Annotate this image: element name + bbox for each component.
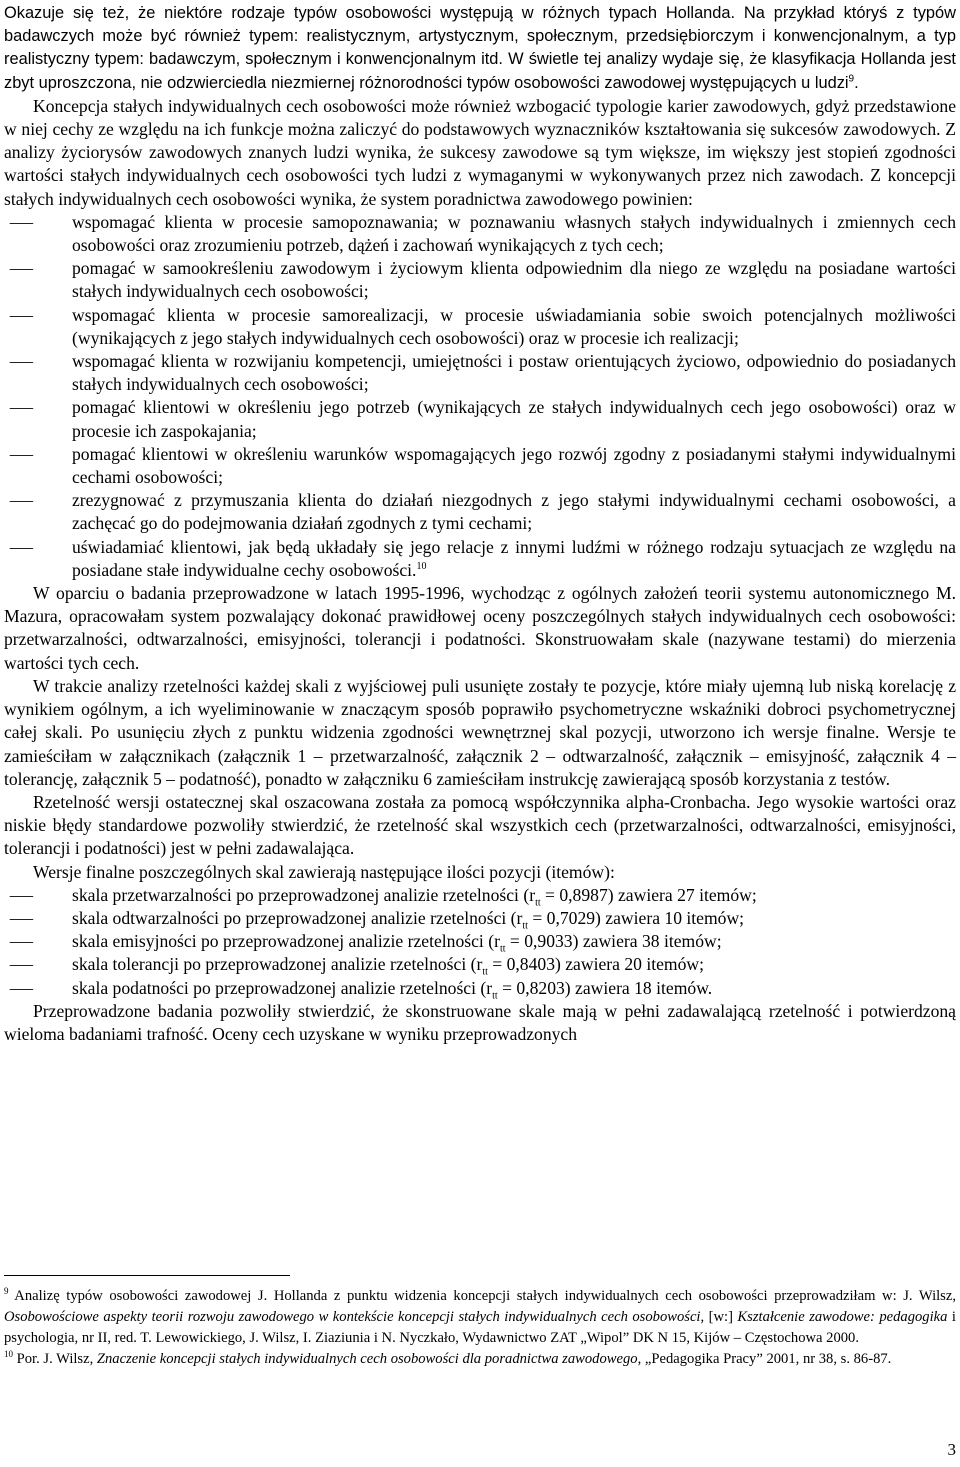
footnote-ref-10[interactable]: 10 bbox=[416, 561, 427, 573]
paragraph-koncepcja: Koncepcja stałych indywidualnych cech osobowości może również wzbogacić typologie karier zawodowych, gdyż przedstawione w niej cechy ze względu na ich funkcje można zaliczyć do podstawowych wyznaczników kształtowania się sukcesów zawodowych. Z analizy życiorysów zawodowych znanych ludzi wynika, że sukcesy zawodowe są tym większe, im większy jest stopień zgodności wartości stałych indywidualnych cech osobowości tych ludzi z wymaganymi w wykonywanych przez nich zawodach. Z koncepcji stałych indywidualnych cech osobowości wynika, że system poradnictwa zawodowego powinien: bbox=[4, 95, 956, 209]
list-item: – wspomagać klienta w procesie samopoznawania; w poznawaniu własnych stałych indywidualnych i zmiennych cech osobowości oraz zrozumieniu potrzeb, dążeń i zachowań wynikających z tych cech; bbox=[4, 211, 956, 257]
scale-text: = 0,9033) zawiera 38 itemów; bbox=[505, 931, 722, 952]
footnote-title: Osobowościowe aspekty teorii rozwoju zawodowego w kontekście koncepcji stałych indywidualnych cech osobowości bbox=[4, 1309, 701, 1325]
footnote-title: Kształcenie zawodowe: pedagogika bbox=[737, 1309, 948, 1325]
scale-subscript: tt bbox=[482, 966, 488, 978]
scale-text: = 0,8987) zawiera 27 itemów; bbox=[540, 884, 757, 905]
footnote-text: Analizę typów osobowości zawodowej J. Hollanda z punktu widzenia koncepcji stałych indywidualnych cech osobowości przeprowadziłam w: J. Wilsz, bbox=[8, 1288, 956, 1304]
page-number: 3 bbox=[947, 1440, 956, 1459]
list-item: – pomagać w samookreśleniu zawodowym i życiowym klienta odpowiednim dla niego ze względu na posiadane wartości stałych indywidualnych cech osobowości; bbox=[4, 257, 956, 303]
list-item: – wspomagać klienta w procesie samorealizacji, w procesie uświadamiania sobie swoich potencjalnych możliwości (wynikających z jego stałych indywidualnych cech osobowości) oraz w procesie ich realizacji; bbox=[4, 304, 956, 350]
scale-subscript: tt bbox=[492, 990, 498, 1002]
list-item bbox=[4, 953, 956, 976]
paragraph-holland-end: . bbox=[854, 73, 859, 92]
scale-text: skala przetwarzalności po przeprowadzonej analizie rzetelności (r bbox=[72, 884, 536, 905]
footnote-text: i psychologia, nr II, red. T. Lewowickiego, J. Wilsz, I. Ziaziunia i N. Nyczkało, Wydawnictwo ZAT „Wipol” DK N 15, Kijów – Częstochowa 2000. bbox=[4, 1309, 956, 1346]
list-item: – wspomagać klienta w rozwijaniu kompetencji, umiejętności i postaw orientujących życiowo, odpowiednio do posiadanych stałych indywidualnych cech osobowości; bbox=[4, 350, 956, 396]
paragraph-holland-part-a: Okazuje się też, że niektóre rodzaje typów osobowości występują w różnych typach Hollanda. Na przykład któryś z typów badawczych może być również typem: realistycznym, artystycznym, społecznym, przedsiębiorczym i konwencjonalnym, a typ realistyczny typem: badawczym, społecznym i konwencjonalnym itd. bbox=[4, 4, 956, 69]
paragraph-reliability-analysis: W trakcie analizy rzetelności każdej skali z wyjściowej puli usunięte zostały te pozycje, które miały ujemną lub niską korelację z wynikiem ogólnym, a ich wyeliminowanie w znaczącym sposób poprawiło psychometryczne wskaźniki dobroci psychometrycznej całej skali. Po usunięciu złych z punktu widzenia zgodności wewnętrznej skal pozycji, utworzono ich wersje finalne. Wersje te zamieściłam w załącznikach (załącznik 1 – przetwarzalność, załącznik 2 – odtwarzalność, załącznik – emisyjność, załącznik 4 – tolerancję, załącznik 5 – podatność), ponadto w załączniku 6 zamieściłam instrukcję zawierającą sposób korzystania z testów. bbox=[4, 675, 956, 789]
scale-text: skala emisyjności po przeprowadzonej analizie rzetelności (r bbox=[72, 931, 500, 952]
paragraph-cronbach: Rzetelność wersji ostatecznej skal oszacowana została za pomocą współczynnika alpha-Cronbacha. Jego wysokie wartości oraz niskie błędy standardowe pozwoliły stwierdzić, że rzetelność skal wszystkich cech (przetwarzalności, odtwarzalności, emisyjności, tolerancji i podatności) jest w pełni zadawalająca. bbox=[4, 791, 956, 859]
scale-subscript: tt bbox=[535, 897, 541, 909]
scale-subscript: tt bbox=[522, 920, 528, 932]
scale-text: skala podatności po przeprowadzonej analizie rzetelności (r bbox=[72, 977, 493, 998]
paragraph-final-versions: Wersje finalne poszczególnych skal zawierają następujące ilości pozycji (itemów): bbox=[33, 861, 615, 882]
list-item: – zrezygnować z przymuszania klienta do działań niezgodnych z jego stałymi indywidualnymi cechami osobowości, a zachęcać go do podejmowania działań zgodnych z tymi cechami; bbox=[4, 489, 956, 535]
footnote-text: , „Pedagogika Pracy” 2001, nr 38, s. 86-87. bbox=[637, 1351, 892, 1367]
footnote-10 bbox=[4, 1349, 956, 1370]
scale-text: = 0,7029) zawiera 10 itemów; bbox=[527, 907, 745, 928]
page-body bbox=[4, 2, 956, 1046]
footnotes bbox=[4, 1286, 956, 1370]
list-item bbox=[4, 884, 956, 907]
paragraph-conclusion: Przeprowadzone badania pozwoliły stwierdzić, że skonstruowane skale mają w pełni zadawalającą rzetelność i potwierdzoną wieloma badaniami trafność. Oceny cech uzyskane w wyniku przeprowadzonych bbox=[4, 1000, 956, 1044]
scale-text: skala tolerancji po przeprowadzonej analizie rzetelności (r bbox=[72, 954, 483, 975]
list-item bbox=[4, 977, 956, 1000]
footnote-text: Por. J. Wilsz, bbox=[13, 1351, 97, 1367]
footnote-9 bbox=[4, 1286, 956, 1349]
footnote-number: 10 bbox=[4, 1349, 13, 1360]
scale-text: = 0,8403) zawiera 20 itemów; bbox=[487, 954, 704, 975]
footnote-text: , [w:] bbox=[700, 1309, 738, 1325]
scale-subscript: tt bbox=[499, 943, 506, 955]
list-item bbox=[4, 536, 956, 582]
list-item: – pomagać klientowi w określeniu warunków wspomagających jego rozwój zgodny z posiadanymi stałymi indywidualnymi cechami osobowości; bbox=[4, 443, 956, 489]
counseling-list bbox=[4, 211, 956, 582]
footnote-title: Znaczenie koncepcji stałych indywidualnych cech osobowości dla poradnictwa zawodowego bbox=[96, 1351, 638, 1367]
paragraph-mazur: W oparciu o badania przeprowadzone w latach 1995-1996, wychodząc z ogólnych założeń teorii systemu autonomicznego M. Mazura, opracowałam system pozwalający dokonać prawidłowej oceny poszczególnych stałych indywidualnych cech osobowości: przetwarzalności, odtwarzalności, emisyjności, tolerancji i podatności. Skonstruowałam skale (nazywane testami) do mierzenia wartości tych cech. bbox=[4, 583, 956, 673]
paragraph-holland-part-b: W świetle tej analizy wydaje się, że klasyfikacja Hollanda jest zbyt uproszczona, nie odzwierciedla niezmiernej różnorodności typów osobowości zawodowej występujących u ludzi bbox=[4, 50, 956, 92]
footnote-separator bbox=[4, 1275, 290, 1276]
list-item: – pomagać klientowi w określeniu jego potrzeb (wynikających ze stałych indywidualnych cech jego osobowości) oraz w procesie ich zaspokajania; bbox=[4, 396, 956, 442]
paragraph-holland bbox=[4, 2, 956, 95]
footnote-number: 9 bbox=[4, 1286, 9, 1297]
list-item bbox=[4, 930, 956, 953]
list-item bbox=[4, 907, 956, 930]
scale-text: = 0,8203) zawiera 18 itemów. bbox=[497, 977, 713, 998]
scale-text: skala odtwarzalności po przeprowadzonej analizie rzetelności (r bbox=[72, 907, 523, 928]
scales-list bbox=[4, 884, 956, 1000]
list-item-text: uświadamiać klientowi, jak będą układały się jego relacje z innymi ludźmi w różnego rodzaju sytuacjach ze względu na posiadane stałe indywidualne cechy osobowości. bbox=[72, 536, 956, 580]
footnote-ref-9[interactable]: 9 bbox=[848, 73, 855, 85]
